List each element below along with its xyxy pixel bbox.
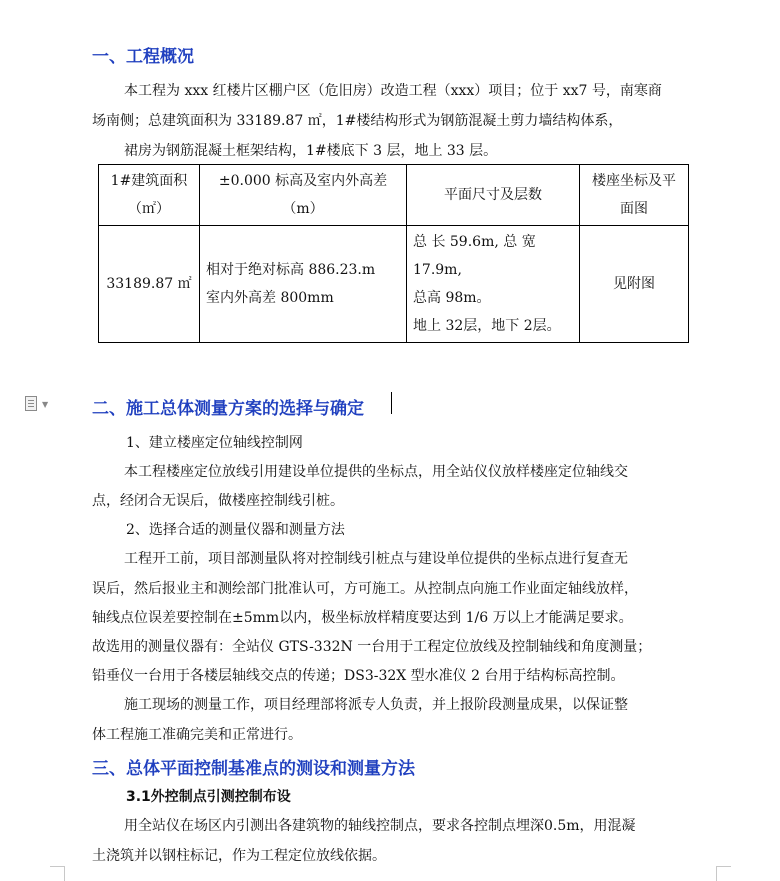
project-info-table	[98, 164, 689, 343]
cell-coords: 见附图	[580, 226, 689, 343]
section2-para3-line: 体工程施工准确完美和正常进行。	[92, 727, 302, 743]
section3-sub1: 3.1外控制点引测控制布设	[126, 789, 291, 805]
cell-size-line: 总 长 59.6m, 总 宽	[413, 234, 536, 250]
section2-heading: 二、施工总体测量方案的选择与确定	[92, 399, 364, 419]
dropdown-arrow-icon[interactable]: ▼	[42, 400, 49, 409]
header-elevation: ±0.000 标高及室内外高差（m）	[200, 165, 407, 226]
section2-sub2: 2、选择合适的测量仪器和测量方法	[126, 522, 345, 538]
section2-para1-line: 点，经闭合无误后，做楼座控制线引桩。	[92, 493, 344, 509]
section1-heading: 一、工程概况	[92, 47, 194, 67]
document-icon[interactable]	[25, 396, 37, 411]
text-cursor	[391, 392, 392, 414]
section3-para1-line: 用全站仪在场区内引测出各建筑物的轴线控制点，要求各控制点埋深0.5m，用混凝	[124, 818, 636, 834]
section2-para2-line: 故选用的测量仪器有：全站仪 GTS-332N 一台用于工程定位放线及控制轴线和角度测量；	[92, 639, 652, 655]
section1-intro-line: 裙房为钢筋混凝土框架结构，1#楼底下 3 层，地上 33 层。	[124, 143, 498, 159]
cell-area: 33189.87 ㎡	[99, 226, 200, 343]
cell-size	[407, 226, 580, 343]
cell-elevation	[200, 226, 407, 343]
margin-corner-mark	[716, 866, 731, 881]
cell-elevation-line: 室内外高差 800mm	[206, 290, 334, 306]
section2-para2-line: 工程开工前，项目部测量队将对控制线引桩点与建设单位提供的坐标点进行复查无	[124, 551, 628, 567]
section3-heading: 三、总体平面控制基准点的测设和测量方法	[92, 759, 415, 779]
cell-size-line: 地上 32层，地下 2层。	[413, 318, 561, 334]
margin-corner-mark	[50, 866, 65, 881]
section2-sub1: 1、建立楼座定位轴线控制网	[126, 435, 303, 451]
section1-intro-line: 场南侧；总建筑面积为 33189.87 ㎡，1#楼结构形式为钢筋混凝土剪力墙结构体系，	[92, 113, 623, 129]
section2-para3-line: 施工现场的测量工作，项目经理部将派专人负责，并上报阶段测量成果，以保证整	[124, 697, 628, 713]
cell-size-line: 总高 98m。	[413, 290, 491, 306]
section2-para2-line: 误后，然后报业主和测绘部门批准认可，方可施工。从控制点向施工作业面定轴线放样，	[92, 581, 638, 597]
header-area: 1#建筑面积（㎡）	[99, 165, 200, 226]
section1-intro-line: 本工程为 xxx 红楼片区棚户区（危旧房）改造工程（xxx）项目；位于 xx7 号，南寒商	[124, 83, 662, 99]
header-size: 平面尺寸及层数	[407, 165, 580, 226]
table-row	[99, 226, 689, 343]
cell-size-line: 17.9m,	[413, 262, 462, 278]
section2-para2-line: 铅垂仪一台用于各楼层轴线交点的传递；DS3-32X 型水准仪 2 台用于结构标高控制。	[92, 668, 625, 684]
header-coords: 楼座坐标及平面图	[580, 165, 689, 226]
section3-para1-line: 土浇筑并以钢柱标记，作为工程定位放线依据。	[92, 848, 386, 864]
section2-para1-line: 本工程楼座定位放线引用建设单位提供的坐标点，用全站仪仪放样楼座定位轴线交	[124, 464, 628, 480]
section2-para2-line: 轴线点位误差要控制在±5mm以内，极坐标放样精度要达到 1/6 万以上才能满足要求。	[92, 610, 633, 626]
cell-elevation-line: 相对于绝对标高 886.23.m	[206, 262, 376, 278]
table-header-row	[99, 165, 689, 226]
